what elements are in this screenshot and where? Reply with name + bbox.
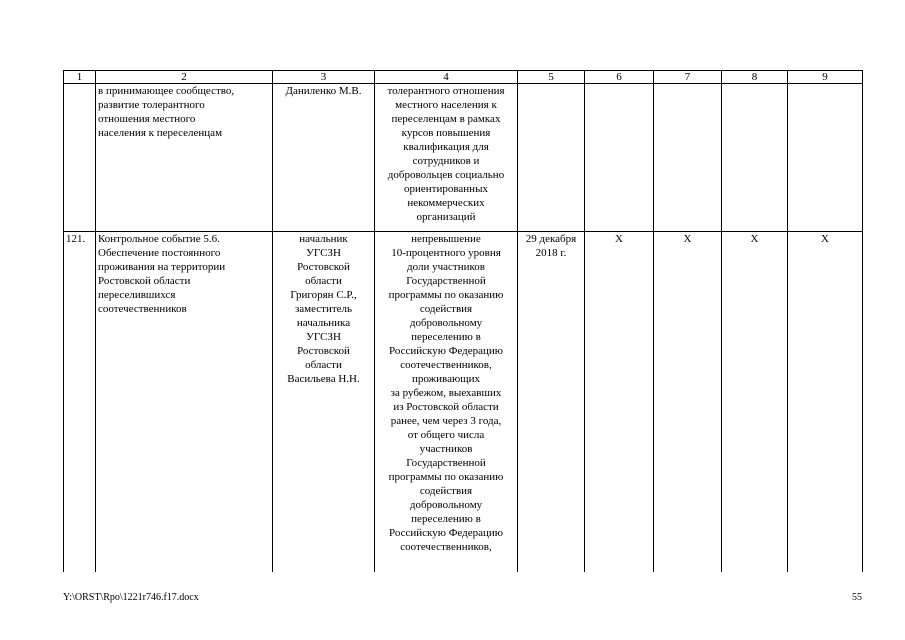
col6-cell [585,84,654,232]
header-cell-1: 1 [64,71,96,84]
header-cell-5: 5 [518,71,585,84]
result-cell: непревышение 10-процентного уровня доли участников Государственной программы по оказанию содействия добровольному переселению в Российскую Федерацию соотечественников, проживающих за рубежом, выехавших из Ростовской области ранее, чем через 3 года, от общего числа участников Государственной программы по оказанию содействия добровольному переселению в Российскую Федерацию соотечественников, [375,232,518,572]
col7-cell: Х [654,232,722,572]
header-cell-4: 4 [375,71,518,84]
deadline-cell: 29 декабря 2018 г. [518,232,585,572]
footer-file-path: Y:\ORST\Rpo\1221r746.f17.docx [63,592,199,603]
col8-cell: Х [722,232,788,572]
header-cell-3: 3 [273,71,375,84]
deadline-cell [518,84,585,232]
col7-cell [654,84,722,232]
header-cell-9: 9 [788,71,863,84]
col8-cell [722,84,788,232]
result-cell: толерантного отношения местного населения к переселенцам в рамках курсов повышения квалификация для сотрудников и добровольцев социально ориентированных некоммерческих организаций [375,84,518,232]
responsible-cell: начальник УГСЗН Ростовской области Григорян С.Р., заместитель начальника УГСЗН Ростовской области Васильева Н.Н. [273,232,375,572]
responsible-cell: Даниленко М.В. [273,84,375,232]
row-number-cell: 121. [64,232,96,572]
event-description-cell: Контрольное событие 5.6. Обеспечение постоянного проживания на территории Ростовской области переселившихся соотечественников [96,232,273,572]
document-table [63,70,863,572]
col9-cell: Х [788,232,863,572]
table-header-row [64,71,863,84]
header-cell-2: 2 [96,71,273,84]
col6-cell: Х [585,232,654,572]
row-number-cell [64,84,96,232]
header-cell-6: 6 [585,71,654,84]
col9-cell [788,84,863,232]
event-description-cell: в принимающее сообщество, развитие толерантного отношения местного населения к переселенцам [96,84,273,232]
header-cell-8: 8 [722,71,788,84]
footer-page-number: 55 [852,592,862,603]
table-row-continued [64,84,863,232]
table-row-121 [64,232,863,572]
header-cell-7: 7 [654,71,722,84]
